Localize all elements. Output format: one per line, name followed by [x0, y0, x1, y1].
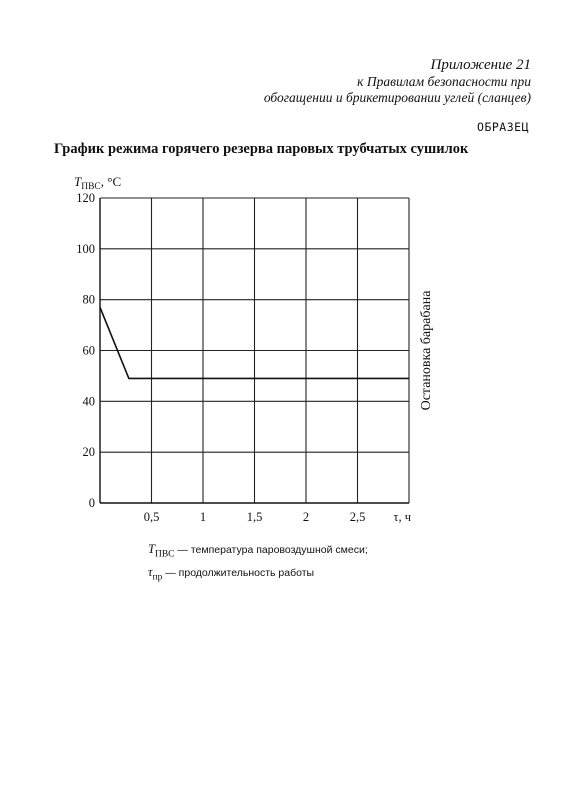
legend-line-tpvs [148, 541, 368, 564]
legend-line-tau [148, 564, 368, 587]
y-tick-label: 0 [88, 496, 95, 510]
x-tick-label: 1 [199, 510, 207, 524]
y-tick-label: 120 [76, 191, 95, 205]
sample-stamp: ОБРАЗЕЦ [477, 120, 529, 134]
chart-title: График режима горячего резерва паровых трубчатых сушилок [54, 141, 469, 157]
y-tick-label: 20 [82, 445, 95, 460]
x-axis-label: τ, ч [393, 510, 411, 524]
appendix-line-2: обогащении и брикетировании углей (сланцев) [263, 90, 531, 105]
side-label: Остановка барабана [419, 290, 434, 411]
legend-tau-symbol: $\tau_{пр}$ [148, 564, 163, 582]
legend-tpvs-symbol: $T_{ПВС}$ [148, 542, 175, 560]
x-tick-label: 2,5 [349, 510, 366, 524]
y-tick-label: 80 [82, 292, 95, 307]
y-tick-label: 40 [82, 394, 95, 409]
x-tick-label: 2 [302, 510, 310, 524]
legend [148, 541, 368, 586]
y-tick-label: 100 [76, 241, 95, 256]
appendix-title: Приложение 21 [430, 57, 531, 73]
appendix-line-1: к Правилам безопасности при [357, 74, 531, 89]
x-tick-label: 1,5 [246, 510, 263, 524]
legend-tau-text: — продолжительность работы [162, 566, 315, 579]
y-tick-label: 60 [82, 343, 95, 358]
x-tick-label: 0,5 [143, 510, 160, 524]
y-axis-label: $T_{ПВС}$, °С [74, 174, 122, 192]
legend-tpvs-text: — температура паровоздушной смеси; [174, 544, 368, 556]
